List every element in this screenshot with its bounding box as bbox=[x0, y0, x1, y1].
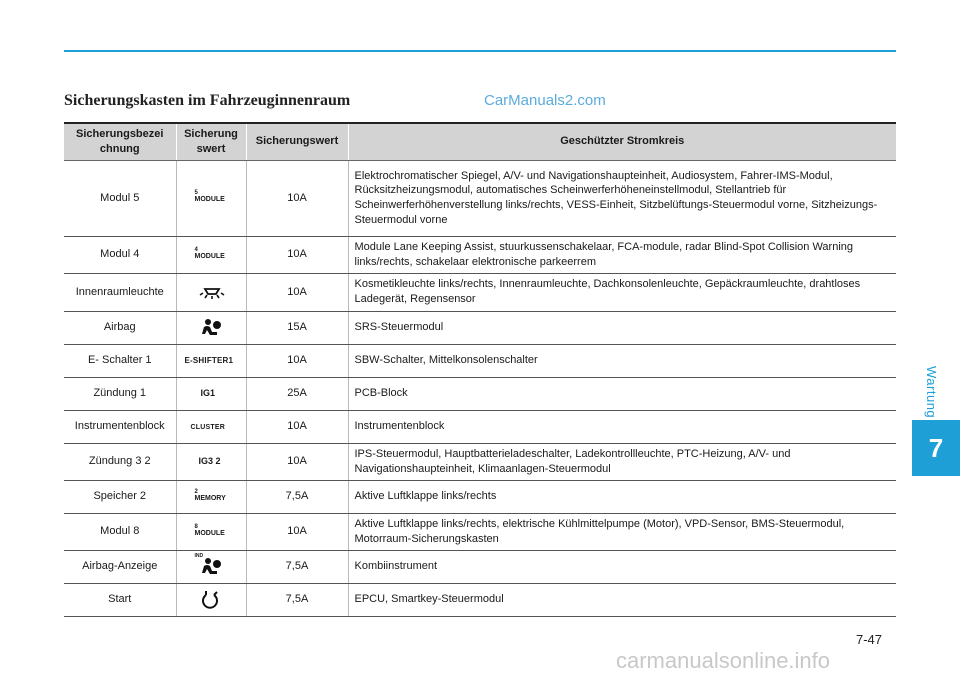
shifter-symbol: E-SHIFTER1 bbox=[184, 356, 234, 366]
watermark-bottom: carmanualsonline.info bbox=[616, 648, 831, 673]
table-row bbox=[64, 273, 896, 311]
fuse-circuit: IPS-Steuermodul, Hauptbatterieladeschalter, Ladekontrollleuchte, PTC-Heizung, A/V- und Navigationshaupteinheit, Klimaanlagen-Steuermodul bbox=[348, 443, 896, 480]
fuse-rating: 25A bbox=[246, 377, 348, 410]
module-symbol: 4 MODULE bbox=[194, 246, 225, 260]
ignition-symbol: IG3 2 bbox=[198, 456, 221, 467]
header-fuse-name: Sicherungsbezei chnung bbox=[64, 123, 176, 160]
cluster-symbol: CLUSTER bbox=[190, 424, 225, 432]
header-protected-circuit: Geschützter Stromkreis bbox=[348, 123, 896, 160]
fuse-rating: 10A bbox=[246, 160, 348, 236]
fuse-symbol bbox=[176, 410, 246, 443]
fuse-circuit: Aktive Luftklappe links/rechts bbox=[348, 480, 896, 513]
fuse-symbol bbox=[176, 160, 246, 236]
side-tab-label: Wartung bbox=[924, 366, 939, 419]
section-title: Sicherungskasten im Fahrzeuginnenraum bbox=[64, 92, 351, 109]
fuse-name: Instrumentenblock bbox=[64, 410, 176, 443]
fuse-symbol bbox=[176, 344, 246, 377]
fuse-name: Start bbox=[64, 583, 176, 616]
table-row bbox=[64, 311, 896, 344]
fuse-circuit: Kosmetikleuchte links/rechts, Innenraumleuchte, Dachkonsolenleuchte, Gepäckraumleuchte, drahtloses Ladegerät, Regensensor bbox=[348, 273, 896, 311]
fuse-symbol bbox=[176, 513, 246, 550]
fuse-rating: 10A bbox=[246, 344, 348, 377]
module-symbol: 8 MODULE bbox=[194, 523, 225, 537]
chapter-tab: 7 bbox=[912, 420, 960, 476]
table-row bbox=[64, 344, 896, 377]
fuse-circuit: Instrumentenblock bbox=[348, 410, 896, 443]
start-icon bbox=[201, 590, 219, 610]
fuse-symbol bbox=[176, 311, 246, 344]
ignition-symbol: IG1 bbox=[200, 388, 216, 399]
fuse-name: E- Schalter 1 bbox=[64, 344, 176, 377]
table-row bbox=[64, 410, 896, 443]
table-row bbox=[64, 443, 896, 480]
fuse-circuit: PCB-Block bbox=[348, 377, 896, 410]
fuse-name: Zündung 3 2 bbox=[64, 443, 176, 480]
fuse-name: Airbag-Anzeige bbox=[64, 550, 176, 583]
fuse-circuit: SRS-Steuermodul bbox=[348, 311, 896, 344]
fuse-symbol bbox=[176, 236, 246, 273]
indicator-prefix: IND bbox=[194, 552, 204, 559]
fuse-name: Zündung 1 bbox=[64, 377, 176, 410]
fuse-name: Innenraumleuchte bbox=[64, 273, 176, 311]
fuse-rating: 10A bbox=[246, 236, 348, 273]
fuse-circuit: Kombiinstrument bbox=[348, 550, 896, 583]
table-row bbox=[64, 480, 896, 513]
fuse-rating: 7,5A bbox=[246, 480, 348, 513]
fuse-rating: 10A bbox=[246, 513, 348, 550]
fuse-name: Modul 8 bbox=[64, 513, 176, 550]
fuse-symbol bbox=[176, 480, 246, 513]
fuse-rating: 10A bbox=[246, 443, 348, 480]
fuse-rating: 15A bbox=[246, 311, 348, 344]
fuse-circuit: Elektrochromatischer Spiegel, A/V- und Navigationshaupteinheit, Audiosystem, Fahrer-IMS-Modul, Rücksitzheizungsmodul, automatisches Scheinwerferhöheneinstellmodul, Stellantrieb für Scheinwerferhöhenverstellung links/rechts, VESS-Einheit, Sitzbelüftungs-Steuermodul vorne, Sitzheizungs-Steuermodul vorne bbox=[348, 160, 896, 236]
fuse-circuit: Aktive Luftklappe links/rechts, elektrische Kühlmittelpumpe (Motor), VPD-Sensor, BMS-Steuermodul, Motorraum-Sicherungskasten bbox=[348, 513, 896, 550]
fuse-name: Speicher 2 bbox=[64, 480, 176, 513]
fuse-symbol bbox=[176, 443, 246, 480]
table-row bbox=[64, 583, 896, 616]
fuse-circuit: Module Lane Keeping Assist, stuurkussenschakelaar, FCA-module, radar Blind-Spot Collision Warning links/rechts, schakelaar elektronische parkeerrem bbox=[348, 236, 896, 273]
fuse-symbol bbox=[176, 550, 246, 583]
fuse-rating: 10A bbox=[246, 273, 348, 311]
header-fuse-rating: Sicherungswert bbox=[246, 123, 348, 160]
fuse-name: Airbag bbox=[64, 311, 176, 344]
fuse-rating: 7,5A bbox=[246, 550, 348, 583]
page-number: 7-47 bbox=[856, 632, 883, 647]
top-rule bbox=[64, 50, 896, 52]
table-row bbox=[64, 236, 896, 273]
table-row bbox=[64, 513, 896, 550]
airbag-indicator-icon bbox=[199, 557, 223, 577]
fuse-name: Modul 5 bbox=[64, 160, 176, 236]
fuse-table bbox=[64, 122, 896, 617]
room-lamp-icon bbox=[197, 284, 227, 300]
memory-symbol: 2 MEMORY bbox=[194, 488, 226, 502]
table-row bbox=[64, 160, 896, 236]
fuse-symbol bbox=[176, 273, 246, 311]
table-row bbox=[64, 550, 896, 583]
fuse-symbol bbox=[176, 377, 246, 410]
fuse-circuit: SBW-Schalter, Mittelkonsolenschalter bbox=[348, 344, 896, 377]
module-symbol: 5 MODULE bbox=[194, 190, 225, 204]
table-row bbox=[64, 377, 896, 410]
fuse-rating: 10A bbox=[246, 410, 348, 443]
header-fuse-symbol: Sicherung swert bbox=[176, 123, 246, 160]
watermark-top: CarManuals2.com bbox=[484, 92, 606, 109]
fuse-rating: 7,5A bbox=[246, 583, 348, 616]
fuse-symbol bbox=[176, 583, 246, 616]
fuse-name: Modul 4 bbox=[64, 236, 176, 273]
table-header-row bbox=[64, 123, 896, 160]
airbag-icon bbox=[199, 318, 223, 338]
fuse-circuit: EPCU, Smartkey-Steuermodul bbox=[348, 583, 896, 616]
